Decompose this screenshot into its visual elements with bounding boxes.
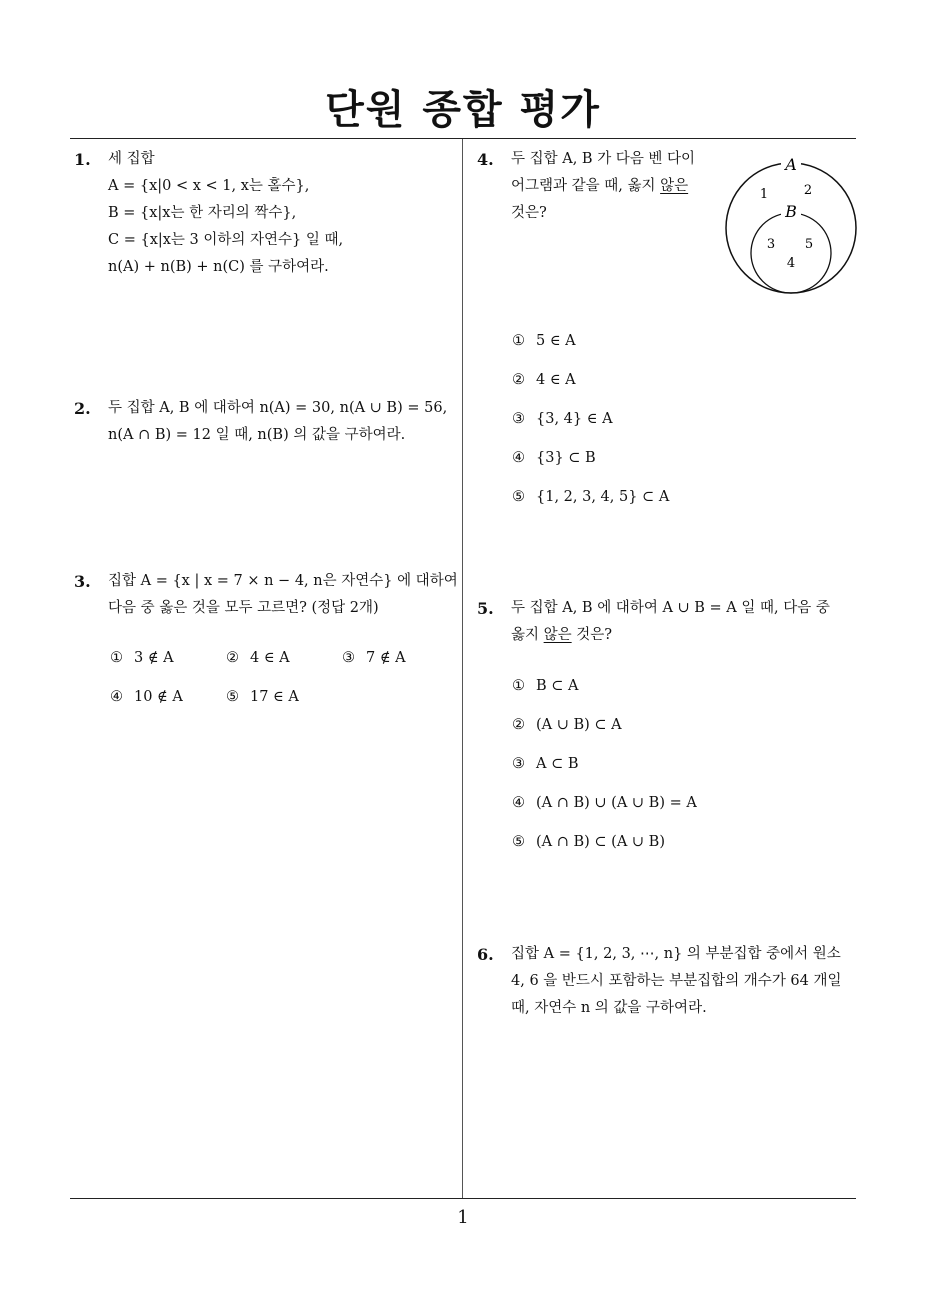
column-divider: [462, 139, 463, 1198]
question-text-line: 것은?: [511, 205, 547, 221]
page-number: 1: [457, 1207, 469, 1228]
question-text-line: B = {x|x는 한 자리의 짝수},: [108, 205, 297, 221]
question-text-line: 때, 자연수 n 의 값을 구하여라.: [511, 1000, 707, 1016]
question-text-line: 옳지 않은 것은?: [511, 627, 613, 643]
choice-2[interactable]: ② 4 ∈ A: [226, 650, 290, 666]
question-text-line: 두 집합 A, B 에 대하여 n(A) = 30, n(A ∪ B) = 56,: [108, 400, 448, 416]
question-text-line: n(A ∩ B) = 12 일 때, n(B) 의 값을 구하여라.: [108, 427, 406, 443]
question-number: 3.: [74, 572, 91, 591]
question-text-line: 세 집합: [108, 151, 155, 167]
choice-1[interactable]: ① 5 ∈ A: [512, 333, 576, 349]
choice-2[interactable]: ② (A ∪ B) ⊂ A: [512, 717, 622, 733]
set-b-circle: [751, 213, 831, 293]
choice-2[interactable]: ② 4 ∈ A: [512, 372, 576, 388]
venn-diagram: [722, 153, 862, 299]
choice-3[interactable]: ③ A ⊂ B: [512, 756, 579, 772]
underlined-word: 않은: [543, 627, 572, 643]
question-text-line: 어그램과 같을 때, 옳지 않은: [511, 178, 689, 194]
question-5-choices: [512, 678, 697, 873]
question-text-line: n(A) + n(B) + n(C) 를 구하여라.: [108, 259, 329, 275]
question-text-line: 집합 A = {1, 2, 3, ⋯, n} 의 부분집합 중에서 원소: [511, 946, 841, 962]
set-a-circle: [726, 163, 856, 293]
question-text-line: 두 집합 A, B 가 다음 벤 다이: [511, 151, 696, 167]
choice-1[interactable]: ① B ⊂ A: [512, 678, 579, 694]
question-number: 2.: [74, 399, 91, 418]
question-3-choices: [110, 650, 450, 710]
page-title: 단원 종합 평가: [325, 87, 601, 133]
venn-element: 1: [759, 187, 769, 202]
question-2: [74, 395, 447, 449]
question-number: 6.: [477, 945, 494, 964]
question-text-line: A = {x|0 < x < 1, x는 홀수},: [108, 178, 310, 194]
set-b-label: B: [785, 202, 797, 221]
choice-4[interactable]: ④ (A ∩ B) ∪ (A ∪ B) = A: [512, 795, 697, 811]
question-number: 4.: [477, 150, 494, 169]
question-text-line: 두 집합 A, B 에 대하여 A ∪ B = A 일 때, 다음 중: [511, 600, 830, 616]
set-a-label: A: [785, 155, 797, 174]
choice-5[interactable]: ⑤ (A ∩ B) ⊂ (A ∪ B): [512, 834, 665, 850]
choice-4[interactable]: ④ 10 ∉ A: [110, 689, 183, 705]
question-text-line: 집합 A = {x | x = 7 × n − 4, n은 자연수} 에 대하여: [108, 573, 458, 589]
question-5: [477, 595, 830, 649]
bottom-rule: [70, 1198, 856, 1199]
underlined-word: 않은: [660, 178, 689, 194]
choice-3[interactable]: ③ 7 ∉ A: [342, 650, 406, 666]
question-number: 1.: [74, 150, 91, 169]
venn-element: 2: [803, 183, 813, 198]
choice-5[interactable]: ⑤ 17 ∈ A: [226, 689, 299, 705]
question-text-line: C = {x|x는 3 이하의 자연수} 일 때,: [108, 232, 344, 248]
question-3: [74, 568, 458, 622]
choice-4[interactable]: ④ {3} ⊂ B: [512, 450, 596, 466]
venn-element: 4: [786, 256, 796, 271]
question-text-line: 다음 중 옳은 것을 모두 고르면? (정답 2개): [108, 600, 379, 616]
venn-element: 3: [766, 237, 776, 252]
question-1: [74, 146, 343, 281]
question-4: [477, 146, 695, 227]
question-number: 5.: [477, 599, 494, 618]
choice-3[interactable]: ③ {3, 4} ∈ A: [512, 411, 613, 427]
venn-element: 5: [804, 237, 814, 252]
question-4-choices: [512, 333, 669, 528]
choice-1[interactable]: ① 3 ∉ A: [110, 650, 174, 666]
choice-5[interactable]: ⑤ {1, 2, 3, 4, 5} ⊂ A: [512, 489, 670, 505]
question-6: [477, 941, 842, 1022]
top-rule: [70, 138, 856, 139]
question-text-line: 4, 6 을 반드시 포함하는 부분집합의 개수가 64 개일: [511, 973, 842, 989]
